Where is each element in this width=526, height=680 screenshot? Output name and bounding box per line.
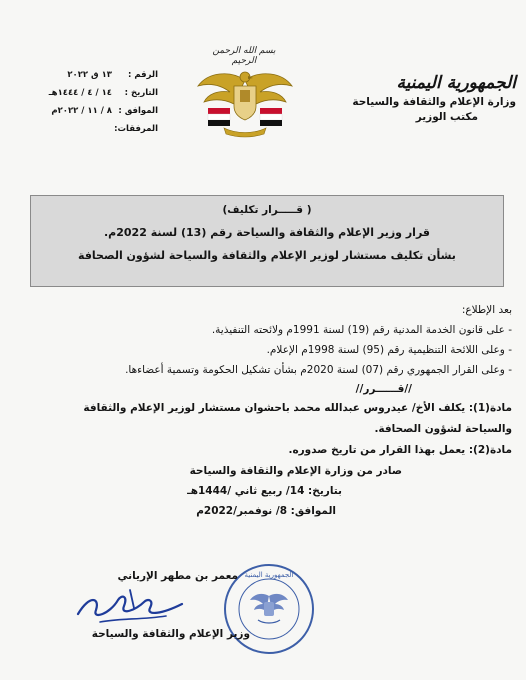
- reference-meta: [8, 66, 158, 138]
- issued-by: صادر من وزارة الإعلام والثقافة والسياحة: [189, 465, 402, 477]
- reference-item: - وعلى اللائحة التنظيمية رقم (95) لسنة 1998م الإعلام.: [266, 344, 512, 356]
- issued-date: بتاريخ: 14/ ربيع ثاني /1444هـ: [187, 485, 342, 497]
- number-label: الرقم :: [128, 70, 158, 80]
- ministry-name: وزارة الإعلام والثقافة والسياحة: [352, 96, 516, 108]
- handwritten-signature: [70, 584, 190, 628]
- attachments-label: المرفقات:: [114, 124, 158, 134]
- decision-subject: بشأن تكليف مستشار لوزير الإعلام والثقافة والسياحة لشؤون الصحافة: [78, 249, 456, 262]
- basmala-calligraphy: بسم الله الرحمن الرحيم: [212, 46, 276, 66]
- date-value: ١٤ / ٤ / ١٤٤٤هـ: [48, 88, 112, 98]
- decision-body: [12, 300, 512, 521]
- eagle-emblem-icon: [194, 62, 296, 138]
- reference-item: - على قانون الخدمة المدنية رقم (19) لسنة 1991م ولائحته التنفيذية.: [211, 324, 512, 336]
- stamp-text: الجمهورية اليمنية: [244, 571, 294, 579]
- signer-name: معمر بن مطهر الإرياني: [117, 570, 238, 582]
- corresponding-label: الموافق :: [118, 106, 158, 116]
- date-label: التاريخ :: [124, 88, 158, 98]
- meta-corresponding-row: [8, 102, 158, 120]
- corresponding-value: ٨ / ١١ / ٢٠٢٢م: [51, 106, 112, 116]
- reference-item: - وعلى القرار الجمهوري رقم (07) لسنة 2020م بشأن تشكيل الحكومة وتسمية أعضاءها.: [125, 364, 512, 376]
- article-1-line-1: مادة(1): يكلف الأخ/ عيدروس عبدالله محمد باحشوان مستشار لوزير الإعلام والثقافة: [83, 402, 512, 414]
- after-review-heading: بعد الإطلاع:: [461, 304, 512, 316]
- office-name: مكتب الوزير: [415, 111, 478, 123]
- letterhead-ministry: [326, 72, 516, 124]
- article-2: مادة(2): يعمل بهذا القرار من تاريخ صدوره.: [288, 444, 512, 456]
- decision-title-box: [30, 195, 504, 287]
- signer-position: وزير الإعلام والثقافة والسياحة: [91, 628, 250, 640]
- decision-heading: قرار وزير الإعلام والثقافة والسياحة رقم (13) لسنة 2022م.: [103, 226, 430, 239]
- article-1-line-2: والسياحة لشؤون الصحافة.: [374, 423, 512, 435]
- decision-type: ( قـــــرار تكليف): [222, 204, 312, 216]
- issued-corresponding: الموافق: 8/ نوفمبر/2022م: [196, 505, 336, 517]
- meta-attachments-row: [8, 120, 158, 138]
- republic-name: الجمهورية اليمنية: [396, 73, 516, 93]
- meta-date-row: [8, 84, 158, 102]
- decides-heading: //قــــــرر//: [355, 383, 412, 395]
- number-value: ١٣ ق ٢٠٢٢: [67, 70, 112, 80]
- meta-number-row: [8, 66, 158, 84]
